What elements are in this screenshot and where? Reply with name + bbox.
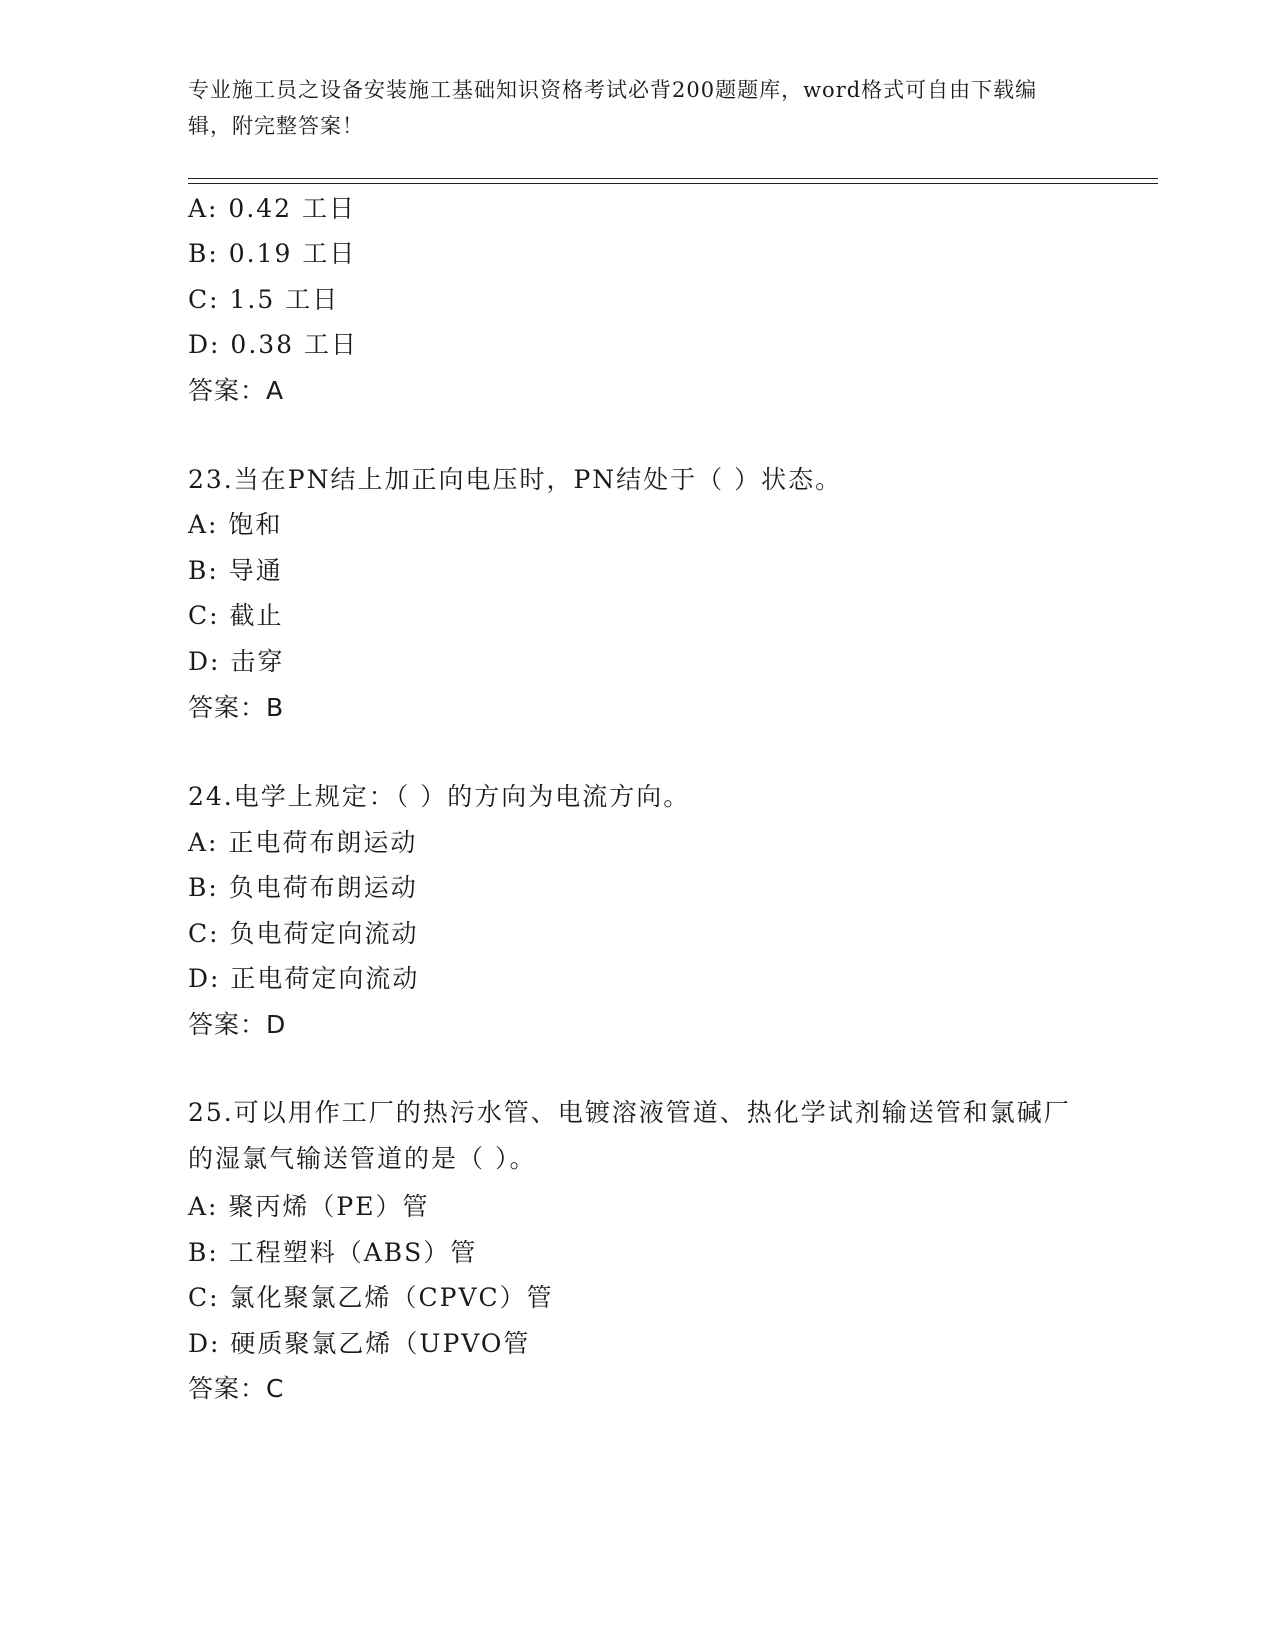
question-23-option-d: D: 击穿 [188,647,285,676]
question-24-option-c: C: 负电荷定向流动 [188,919,419,948]
question-23-answer: 答案：B [188,693,285,722]
header-divider-top [188,178,1158,179]
question-24-text: 24.电学上规定：（ ）的方向为电流方向。 [188,782,691,811]
question-25-option-c: C: 氯化聚氯乙烯（CPVC）管 [188,1283,554,1312]
question-24-option-b: B: 负电荷布朗运动 [188,873,418,902]
question-25-answer: 答案：C [188,1374,285,1403]
question-24-answer: 答案：D [188,1010,287,1039]
document-header: 专业施工员之设备安装施工基础知识资格考试必背200题题库，word格式可自由下载编辑，附完整答案！ [188,78,1038,138]
question-24-option-d: D: 正电荷定向流动 [188,964,420,993]
prev-option-b: B: 0.19 工日 [188,239,357,268]
prev-option-c: C: 1.5 工日 [188,285,340,314]
prev-option-a: A: 0.42 工日 [188,194,357,223]
question-23-option-b: B: 导通 [188,556,283,585]
question-23-text: 23.当在PN结上加正向电压时，PN结处于（ ）状态。 [188,465,843,494]
prev-answer: 答案：A [188,376,285,405]
header-divider-bottom [188,183,1158,184]
question-23-option-a: A: 饱和 [188,510,283,539]
question-23-option-c: C: 截止 [188,601,284,630]
question-24-option-a: A: 正电荷布朗运动 [188,828,418,857]
question-25-text: 25.可以用作工厂的热污水管、电镀溶液管道、热化学试剂输送管和氯碱厂的湿氯气输送管道的是（ ）。 [188,1098,1071,1173]
prev-option-d: D: 0.38 工日 [188,330,359,359]
question-25-option-d: D: 硬质聚氯乙烯（UPVO管 [188,1329,531,1358]
question-25-option-b: B: 工程塑料（ABS）管 [188,1238,478,1267]
question-25-option-a: A: 聚丙烯（PE）管 [188,1192,430,1221]
